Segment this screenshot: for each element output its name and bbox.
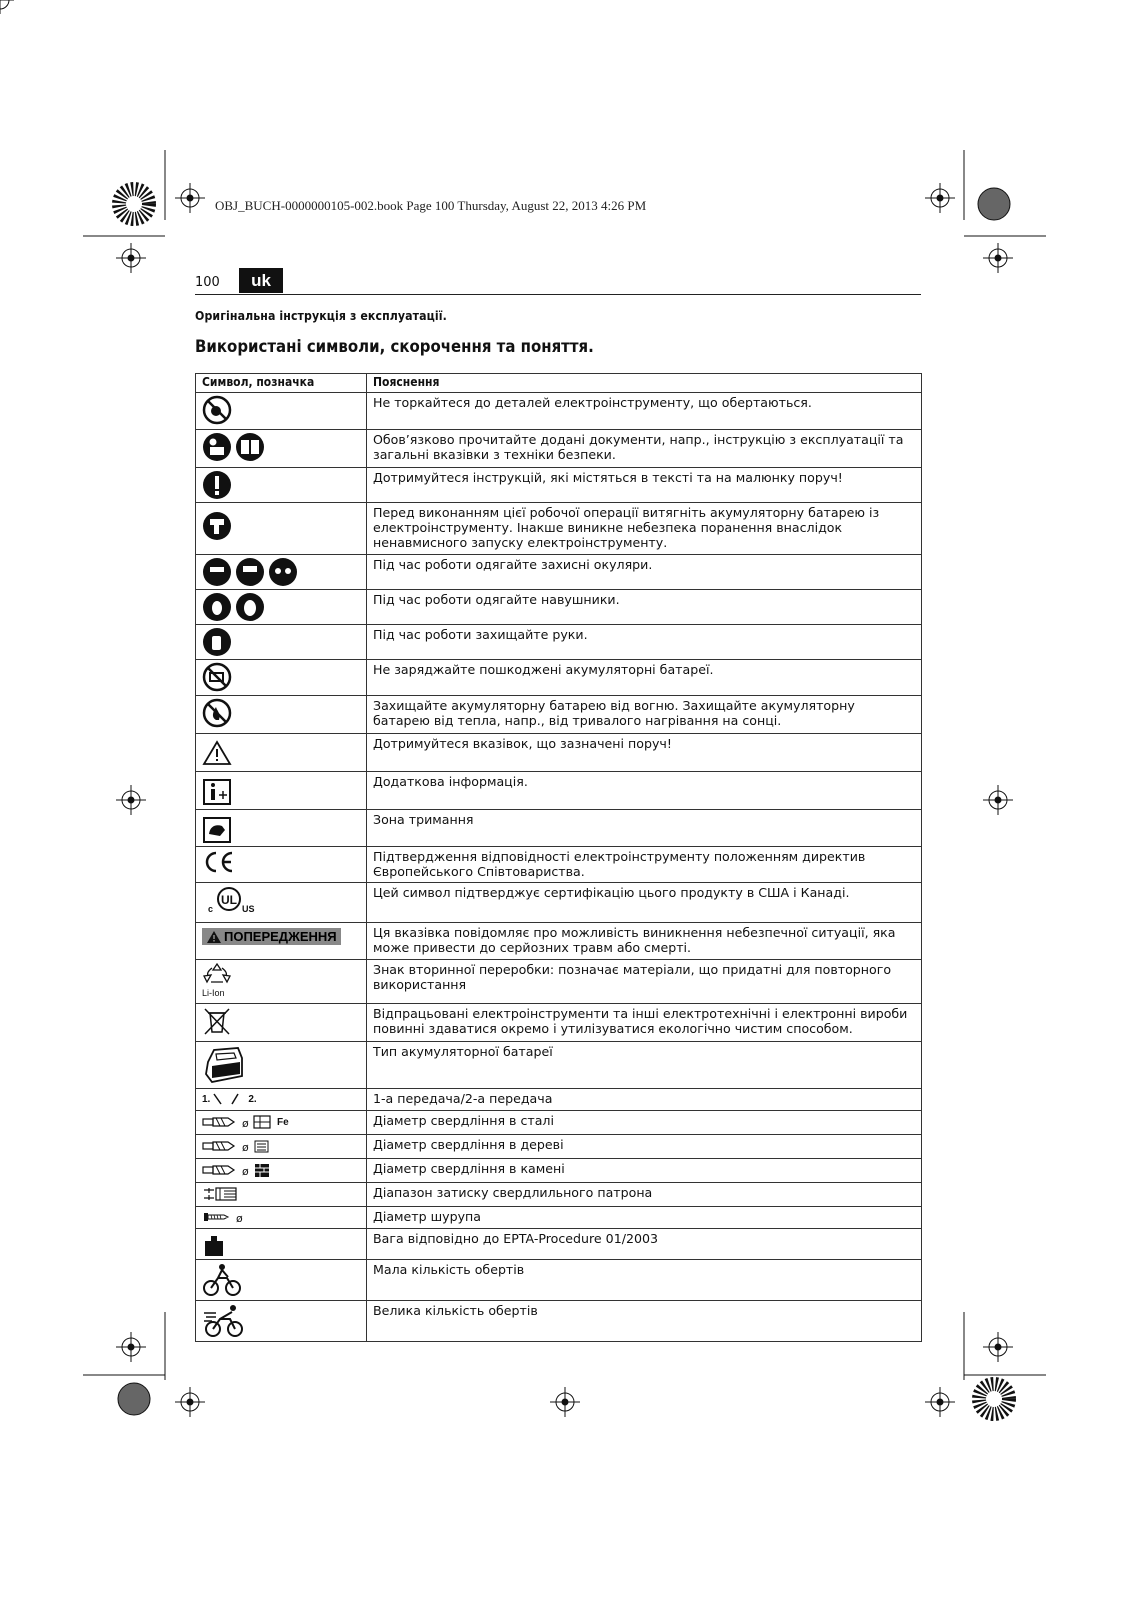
table-row: [196, 468, 922, 503]
svg-text:UL: UL: [221, 893, 237, 907]
read-manual-icon: [202, 432, 266, 462]
svg-text:ø: ø: [242, 1141, 249, 1154]
eye-protection-icon: [202, 557, 298, 587]
mandatory-exclamation-icon: [202, 470, 232, 500]
warning-badge-label: ПОПЕРЕДЖЕННЯ: [224, 929, 337, 944]
table-row: [196, 734, 922, 772]
screw-diameter-icon: [202, 1209, 252, 1225]
row-text: Вага відповідно до EPTA-Procedure 01/2003: [367, 1229, 922, 1260]
table-row: [196, 696, 922, 734]
svg-text:ø: ø: [242, 1117, 249, 1130]
low-speed-bike-icon: [202, 1262, 242, 1298]
row-text: Тип акумуляторної батареї: [367, 1042, 922, 1089]
doc-subtitle: Оригінальна інструкція з експлуатації.: [195, 308, 447, 323]
high-speed-bike-icon: [202, 1303, 246, 1339]
table-row: [196, 1042, 922, 1089]
table-row: [196, 1089, 922, 1111]
row-text: Не заряджайте пошкоджені акумуляторні батареї.: [367, 660, 922, 696]
row-text: Ця вказівка повідомляє про можливість виникнення небезпечної ситуації, яка може привести до серйозних травм або смерті.: [367, 923, 922, 960]
row-text: 1-а передача/2-а передача: [367, 1089, 922, 1111]
warning-triangle-icon: [202, 740, 232, 766]
drill-masonry-icon: [202, 1161, 274, 1179]
table-row: [196, 1260, 922, 1301]
table-row: [196, 847, 922, 883]
row-text: Діаметр свердління в камені: [367, 1159, 922, 1183]
row-text: Під час роботи захищайте руки.: [367, 625, 922, 660]
row-text: Дотримуйтеся інструкцій, які містяться в тексті та на малюнку поруч!: [367, 468, 922, 503]
table-row: [196, 810, 922, 847]
ce-mark-icon: [202, 849, 236, 875]
table-header-row: [196, 374, 922, 393]
table-row: [196, 1135, 922, 1159]
row-text: Підтвердження відповідності електроінструменту положенням директив Європейського Співтовариства.: [367, 847, 922, 883]
li-ion-label: Li-Ion: [202, 988, 225, 998]
row-text: Обов’язково прочитайте додані документи, напр., інструкцію з експлуатації та загальні вказівки з техніки безпеки.: [367, 430, 922, 468]
col-explanation-header: Пояснення: [367, 374, 922, 393]
table-row: [196, 960, 922, 1004]
drill-steel-icon: [202, 1113, 274, 1131]
material-fe-label: Fe: [277, 1116, 289, 1128]
svg-text:c: c: [208, 904, 214, 914]
print-info-line: OBJ_BUCH-0000000105-002.book Page 100 Thursday, August 22, 2013 4:26 PM: [215, 198, 647, 213]
recycle-li-ion-icon: [202, 962, 232, 986]
table-row: [196, 1229, 922, 1260]
gear-2-label: 2.: [248, 1093, 257, 1105]
row-text: Під час роботи одягайте захисні окуляри.: [367, 555, 922, 590]
table-row: [196, 1301, 922, 1342]
row-text: Додаткова інформація.: [367, 772, 922, 810]
svg-text:ø: ø: [242, 1165, 249, 1178]
ear-protection-icon: [202, 592, 266, 622]
weee-bin-icon: [202, 1006, 232, 1036]
page-number: 100: [195, 275, 220, 290]
row-text: Цей символ підтверджує сертифікацію цього продукту в США і Канаді.: [367, 883, 922, 923]
chuck-range-icon: [202, 1185, 242, 1203]
row-text: Мала кількість обертів: [367, 1260, 922, 1301]
page-header: [195, 268, 921, 295]
language-tag: uk: [239, 268, 283, 293]
gear-selection-icon: [212, 1091, 246, 1107]
no-charge-damaged-battery-icon: [202, 662, 232, 692]
row-text: Дотримуйтеся вказівок, що зазначені поруч!: [367, 734, 922, 772]
table-row: [196, 1159, 922, 1183]
cul-us-mark-icon: [202, 885, 256, 915]
svg-text:ø: ø: [236, 1212, 243, 1225]
table-row: [196, 393, 922, 430]
table-row: [196, 1207, 922, 1229]
table-row: [196, 883, 922, 923]
gear-1-label: 1.: [202, 1093, 211, 1105]
row-text: Захищайте акумуляторну батарею від вогню. Захищайте акумуляторну батарею від тепла, напр., від тривалого нагрівання на сонці.: [367, 696, 922, 734]
remove-battery-icon: [202, 511, 232, 541]
row-text: Зона тримання: [367, 810, 922, 847]
battery-pack-icon: [202, 1044, 246, 1086]
table-row: [196, 503, 922, 555]
battery-fire-protection-icon: [202, 698, 232, 728]
table-row: [196, 555, 922, 590]
no-touch-rotating-icon: [202, 395, 232, 425]
hand-protection-icon: [202, 627, 232, 657]
row-text: Діаметр свердління в сталі: [367, 1111, 922, 1135]
row-text: Діапазон затиску свердлильного патрона: [367, 1183, 922, 1207]
row-text: Знак вторинної переробки: позначає матеріали, що придатні для повторного використання: [367, 960, 922, 1004]
weight-icon: [202, 1235, 226, 1257]
table-row: [196, 590, 922, 625]
table-row: [196, 1004, 922, 1042]
table-row: [196, 772, 922, 810]
row-text: Відпрацьовані електроінструменти та інші електротехнічні і електронні вироби повинні здаватися окремо і утилізуватися екологічно чистим способом.: [367, 1004, 922, 1042]
table-row: [196, 660, 922, 696]
row-text: Під час роботи одягайте навушники.: [367, 590, 922, 625]
table-row: [196, 625, 922, 660]
table-row: [196, 430, 922, 468]
row-text: Діаметр свердління в дереві: [367, 1135, 922, 1159]
row-text: Перед виконанням цієї робочої операції витягніть акумуляторну батарею із електроінструменту. Інакше виникне небезпека поранення внаслідок ненавмисного запуску електроінструменту.: [367, 503, 922, 555]
row-text: Велика кількість обертів: [367, 1301, 922, 1342]
drill-wood-icon: [202, 1137, 274, 1155]
svg-text:US: US: [242, 904, 255, 914]
doc-title: Використані символи, скорочення та поняття.: [195, 337, 594, 357]
table-row: [196, 923, 922, 960]
row-text: Діаметр шурупа: [367, 1207, 922, 1229]
row-text: Не торкайтеся до деталей електроінструменту, що обертаються.: [367, 393, 922, 430]
warning-badge-icon: [206, 930, 222, 944]
symbols-table: [195, 373, 922, 1342]
table-row: [196, 1183, 922, 1207]
grip-zone-icon: [202, 816, 232, 844]
info-plus-icon: [202, 778, 232, 806]
col-symbol-header: Символ, позначка: [196, 374, 367, 393]
warning-badge: [202, 928, 341, 945]
table-row: [196, 1111, 922, 1135]
